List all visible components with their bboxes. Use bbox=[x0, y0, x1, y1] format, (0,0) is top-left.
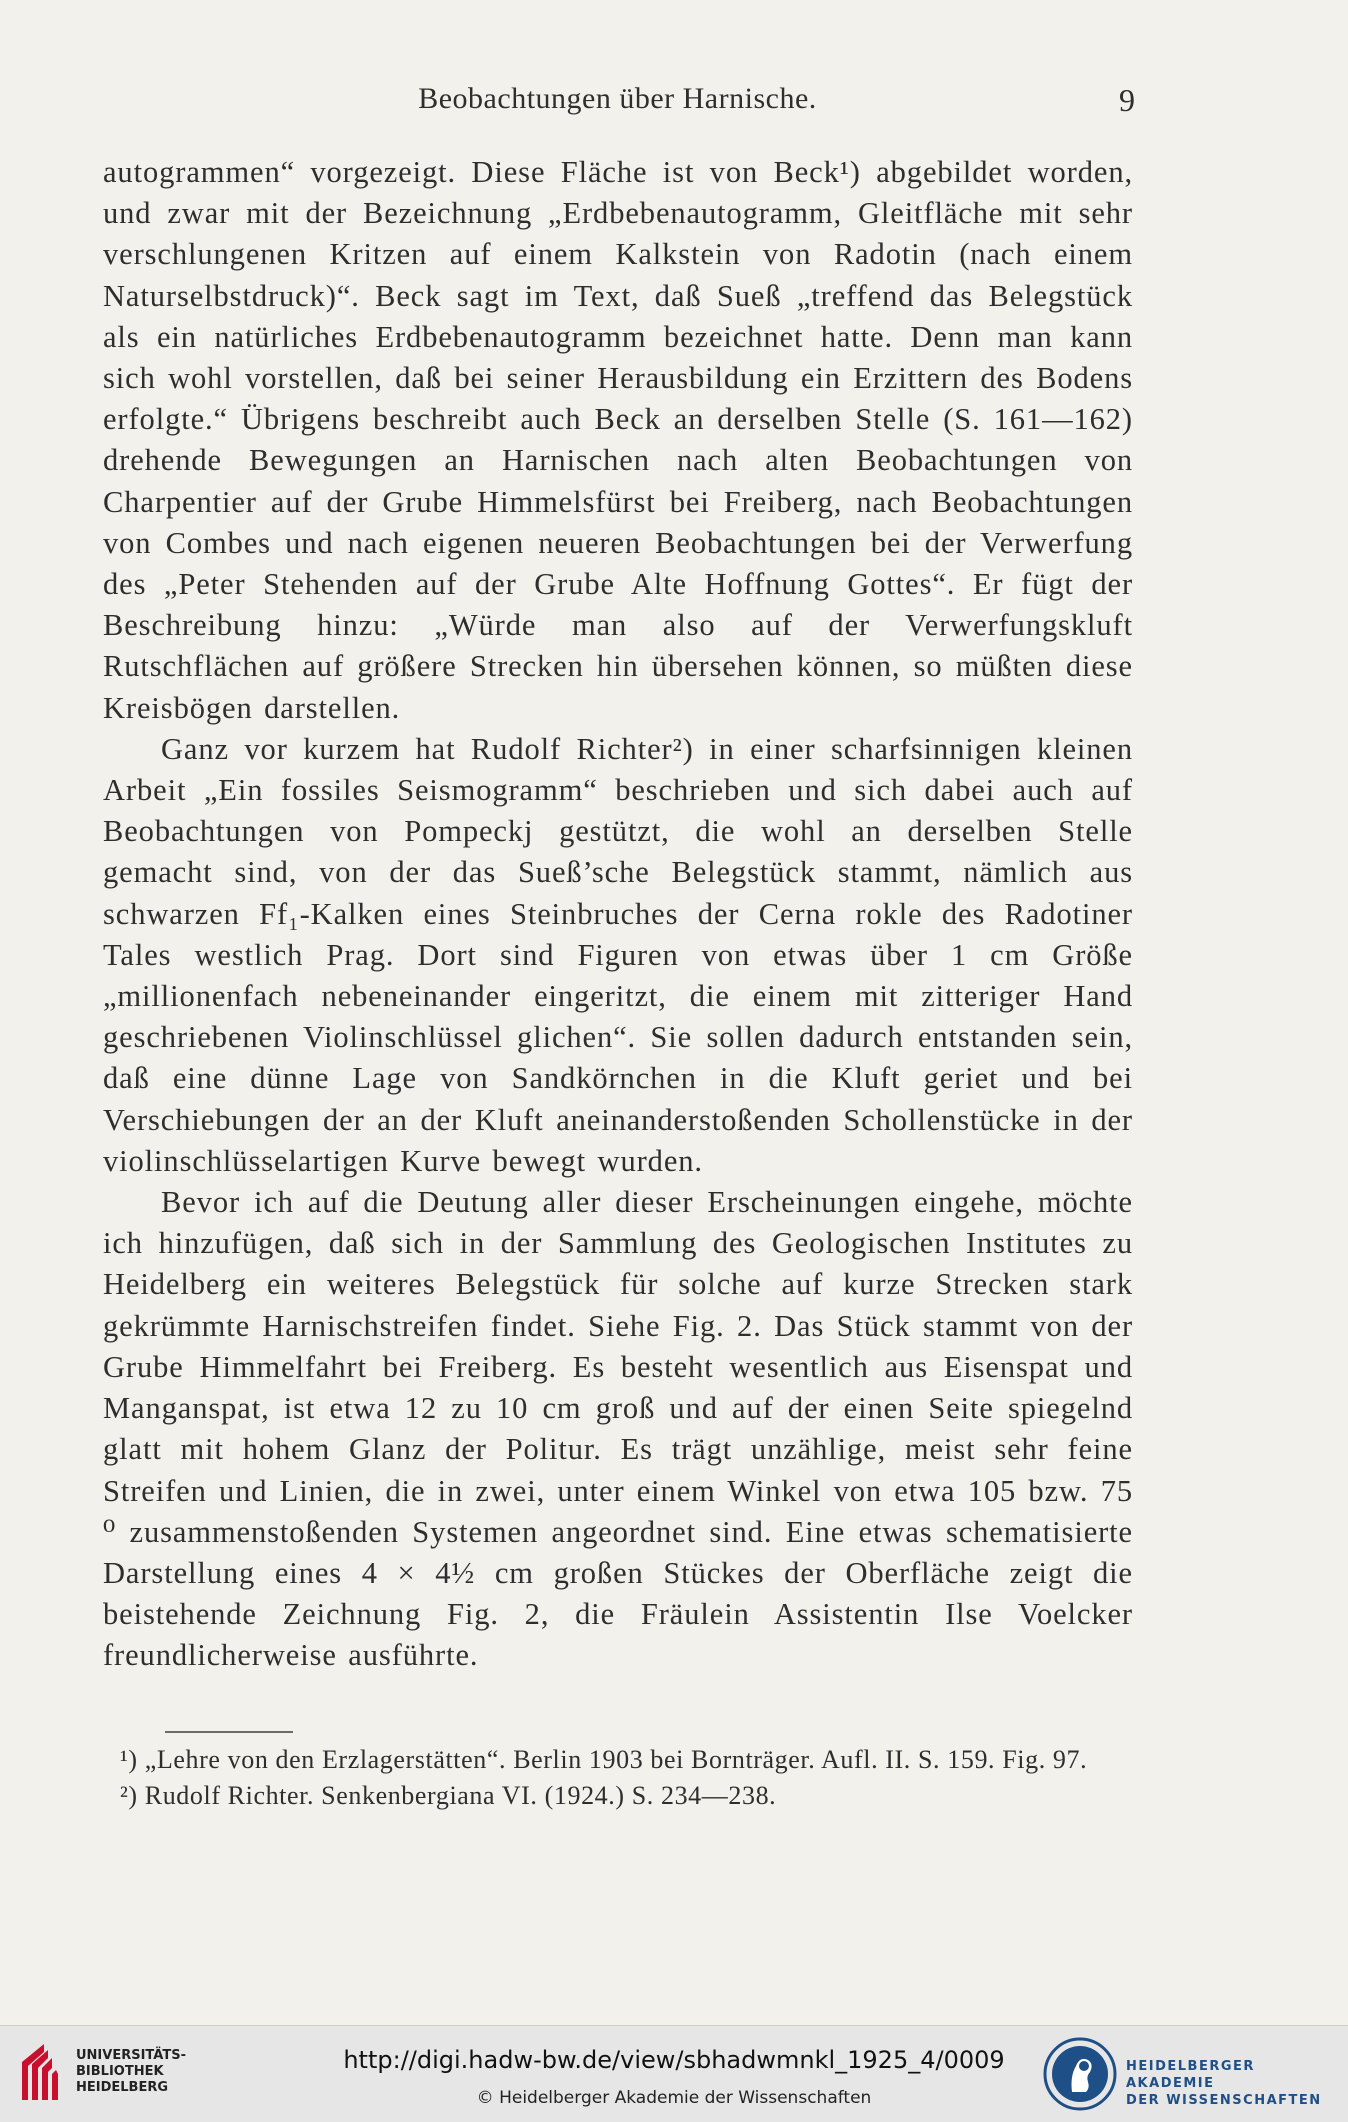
academy-seal-icon[interactable] bbox=[1042, 2036, 1118, 2112]
page-number: 9 bbox=[1119, 82, 1135, 118]
body-text bbox=[103, 152, 1133, 1677]
footnote-divider bbox=[165, 1731, 293, 1733]
running-title: Beobachtungen über Harnische. bbox=[418, 82, 817, 115]
paragraph: Bevor ich auf die Deutung aller dieser Erscheinungen eingehe, möchte ich hinzufügen, daß sich in der Sammlung des Geologischen Institutes zu Heidelberg ein weiteres Belegstück für solche auf kurze Strecken stark gekrümmte Harnischstreifen findet. Siehe Fig. 2. Das Stück stammt von der Grube Himmelfahrt bei Freiberg. Es besteht wesentlich aus Eisenspat und Manganspat, ist etwa 12 zu 10 cm groß und auf der einen Seite spiegelnd glatt mit hohem Glanz der Politur. Es trägt unzählige, meist sehr feine Streifen und Linien, die in zwei, unter einem Winkel von etwa 105 bzw. 75 ⁰ zusammenstoßenden Systemen angeordnet sind. Eine etwas schematisierte Darstellung eines 4 × 4½ cm großen Stückes der Oberfläche zeigt die beistehende Zeichnung Fig. 2, die Fräulein Assistentin Ilse Voelcker freundlicherweise ausführte. bbox=[103, 1185, 1133, 1673]
copyright-notice: © Heidelberger Akademie der Wissenschaften bbox=[476, 2088, 872, 2108]
paragraph: Ganz vor kurzem hat Rudolf Richter²) in einer scharfsinnigen kleinen Arbeit „Ein fossiles Seismogramm“ beschrieben und sich dabei auch auf Beobachtungen von Pompeckj gestützt, die wohl an derselben Stelle gemacht sind, von der das Sueß’sche Belegstück stammt, nämlich aus schwarzen Ff₁-Kalken eines Steinbruches der Cerna rokle des Radotiner Tales westlich Prag. Dort sind Figuren von etwas über 1 cm Größe „millionenfach nebeneinander eingeritzt, die einem mit zitteriger Hand geschriebenen Violinschlüssel glichen“. Sie sollen dadurch entstanden sein, daß eine dünne Lage von Sandkörnchen in die Kluft geriet und bei Verschiebungen der an der Kluft aneinanderstoßenden Schollenstücke in der violinschlüsselartigen Kurve bewegt wurden. bbox=[103, 731, 1133, 1178]
viewer-footer bbox=[0, 2025, 1348, 2122]
footnote: ²) Rudolf Richter. Senkenbergiana VI. (1924.) S. 234—238. bbox=[120, 1780, 777, 1810]
university-library-name: UNIVERSITÄTS- BIBLIOTHEK HEIDELBERG bbox=[76, 2048, 186, 2095]
paragraph: autogrammen“ vorgezeigt. Diese Fläche ist von Beck¹) abgebildet worden, und zwar mit der Bezeichnung „Erdbebenautogramm, Gleitfläche mit sehr verschlungenen Kritzen auf einem Kalkstein von Radotin (nach einem Naturselbstdruck)“. Beck sagt im Text, daß Sueß „treffend das Belegstück als ein natürliches Erdbebenautogramm bezeichnet hatte. Denn man kann sich wohl vorstellen, daß bei seiner Herausbildung ein Erzittern des Bodens erfolgte.“ Übrigens beschreibt auch Beck an derselben Stelle (S. 161—162) drehende Bewegungen an Harnischen nach alten Beobachtungen von Charpentier auf der Grube Himmelsfürst bei Freiberg, nach Beobachtungen von Combes und nach eigenen neueren Beobachtungen bei der Verwerfung des „Peter Stehenden auf der Grube Alte Hoffnung Gottes“. Er fügt der Beschreibung hinzu: „Würde man also auf der Verwerfungskluft Rutschflächen auf größere Strecken hin übersehen können, so müßten diese Kreisbögen darstellen. bbox=[103, 155, 1133, 725]
page-header bbox=[100, 82, 1135, 132]
footnotes bbox=[120, 1742, 1130, 1813]
footnote: ¹) „Lehre von den Erzlagerstätten“. Berlin 1903 bei Bornträger. Aufl. II. S. 159. Fig. 97. bbox=[120, 1745, 1088, 1774]
academy-name: HEIDELBERGER AKADEMIE DER WISSENSCHAFTEN bbox=[1126, 2059, 1322, 2108]
document-url-link[interactable]: http://digi.hadw-bw.de/view/sbhadwmnkl_1925_4/0009 bbox=[343, 2046, 1005, 2074]
